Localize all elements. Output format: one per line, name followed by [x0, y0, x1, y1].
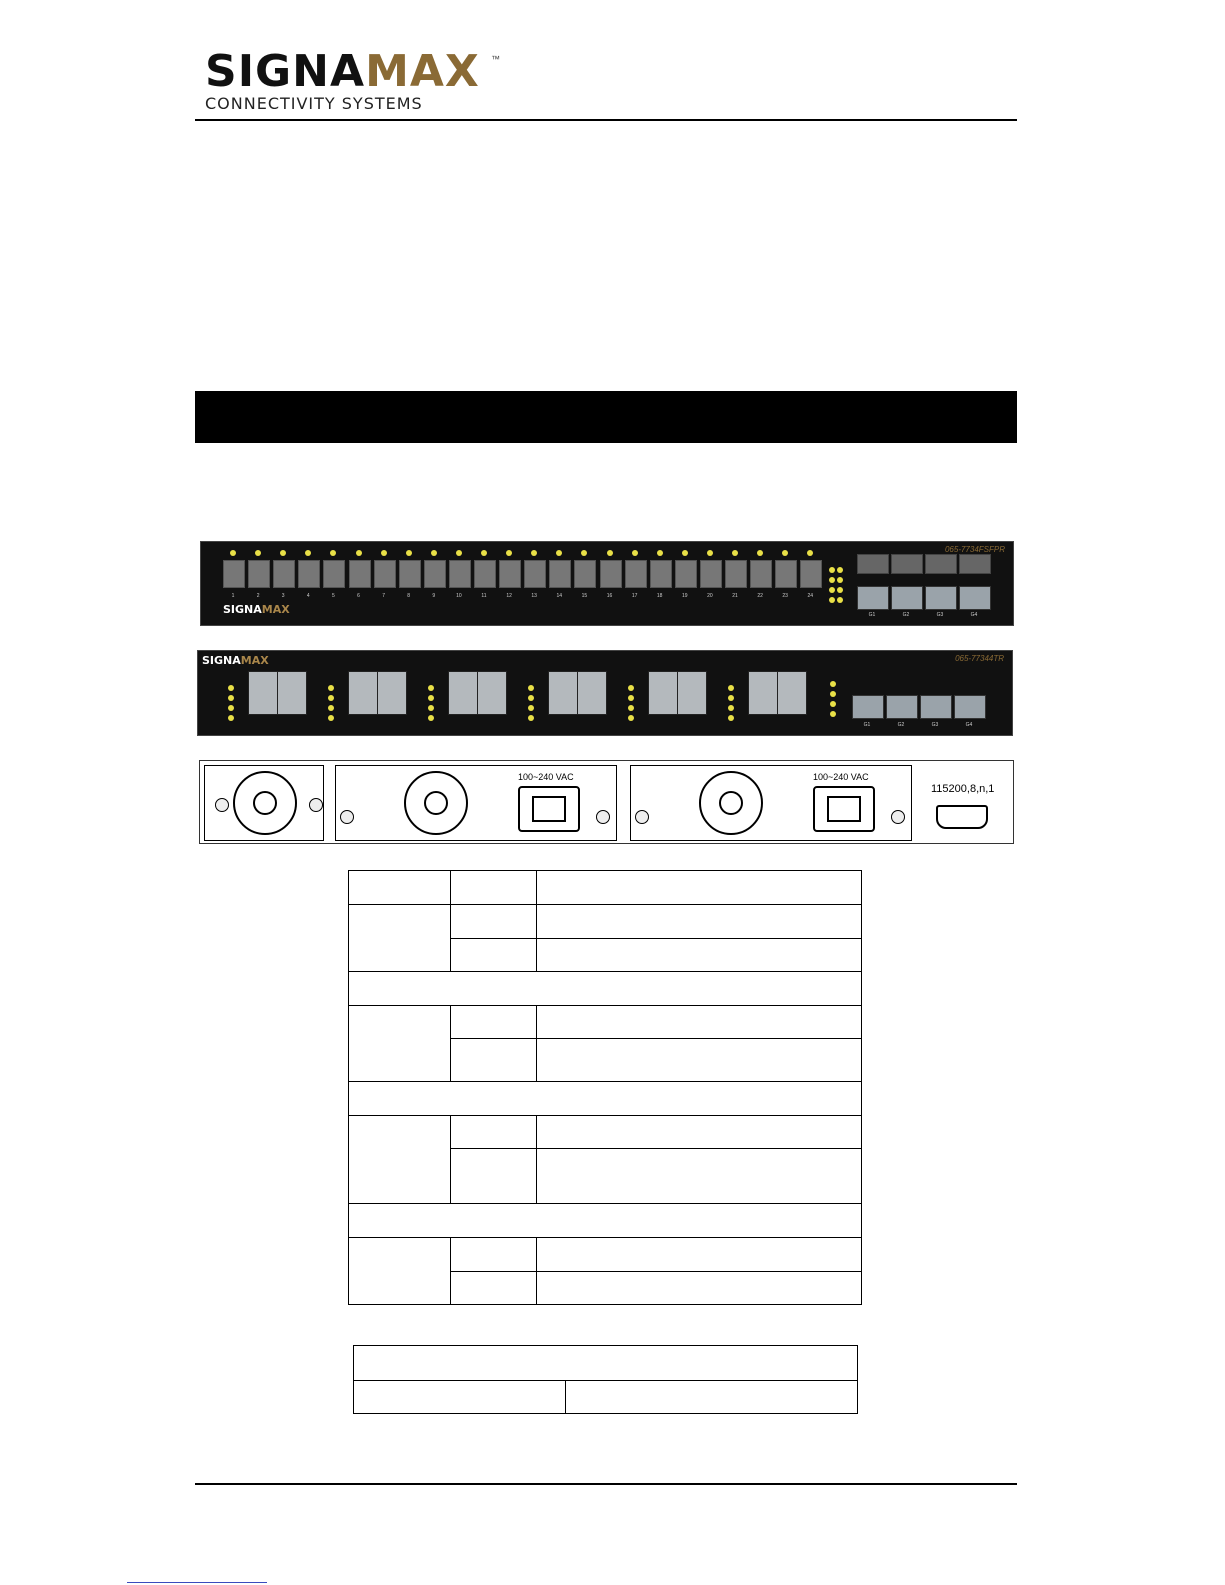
uplink-led: [829, 587, 835, 593]
port-led: [280, 550, 286, 556]
table-section-row: [349, 1082, 862, 1116]
port-number-label: 5: [332, 593, 335, 599]
rj45-port: [548, 671, 578, 715]
port-number-label: 22: [757, 593, 763, 599]
table-cell: [537, 1116, 862, 1149]
port-led: [255, 550, 261, 556]
port-led: [528, 695, 534, 701]
screw-icon: [635, 810, 649, 824]
screw-icon: [891, 810, 905, 824]
uplink-led: [829, 597, 835, 603]
rj45-port: [954, 695, 986, 719]
rj45-port: [577, 671, 607, 715]
port-led: [428, 685, 434, 691]
port-led: [428, 695, 434, 701]
port-led: [428, 715, 434, 721]
port-led: [481, 550, 487, 556]
table-cell: [349, 1116, 451, 1204]
port-number-label: 13: [531, 593, 537, 599]
port-number-label: 20: [707, 593, 713, 599]
sfp-slot: [857, 554, 889, 574]
table-cell: [537, 1039, 862, 1082]
port-led: [728, 715, 734, 721]
panel-logo: SIGNAMAX: [223, 603, 290, 616]
uplink-label: G4: [965, 722, 973, 728]
table-cell: [354, 1381, 566, 1414]
port-led: [328, 685, 334, 691]
table-cell: [349, 1238, 451, 1305]
port-led: [228, 705, 234, 711]
uplink-label: G4: [970, 612, 978, 618]
sfp-port: [625, 560, 647, 588]
uplink-label: G2: [897, 722, 905, 728]
fan-module: [204, 765, 324, 841]
table-cell: [451, 1006, 537, 1039]
screw-icon: [340, 810, 354, 824]
sfp-port: [650, 560, 672, 588]
port-led: [782, 550, 788, 556]
table-section-row: [349, 972, 862, 1006]
port-led: [328, 695, 334, 701]
port-number-label: 7: [382, 593, 385, 599]
sfp-slot: [925, 554, 957, 574]
uplink-led: [830, 701, 836, 707]
table-cell: [451, 939, 537, 972]
rj45-port: [748, 671, 778, 715]
port-number-label: 3: [281, 593, 285, 599]
table-cell: [537, 905, 862, 939]
sfp-port: [675, 560, 697, 588]
port-number-label: 2: [256, 593, 260, 599]
table-header-cell: [354, 1346, 858, 1381]
table-section-row: [349, 1204, 862, 1238]
table-cell: [537, 1006, 862, 1039]
logo-wordmark: SIGNAMAX: [205, 46, 480, 97]
sfp-port: [574, 560, 596, 588]
rj45-port: [348, 671, 378, 715]
trademark-mark: ™: [491, 54, 500, 64]
header-rule: [195, 119, 1017, 121]
sfp-port: [800, 560, 822, 588]
rj45-port: [377, 671, 407, 715]
port-number-label: 19: [682, 593, 688, 599]
port-led: [581, 550, 587, 556]
sfp-port: [273, 560, 295, 588]
uplink-led: [830, 711, 836, 717]
rj45-port: [886, 695, 918, 719]
port-number-label: 17: [631, 593, 638, 599]
table-cell: [451, 1238, 537, 1272]
table-cell: [451, 1272, 537, 1305]
table-cell: [537, 1272, 862, 1305]
port-led: [328, 715, 334, 721]
port-led: [728, 705, 734, 711]
port-led: [305, 550, 311, 556]
sfp-port: [474, 560, 496, 588]
serial-port-icon: [936, 805, 988, 829]
table-cell: [537, 939, 862, 972]
screw-icon: [309, 798, 323, 812]
port-number-label: 11: [481, 593, 487, 599]
port-led: [228, 685, 234, 691]
uplink-led: [837, 587, 843, 593]
table-cell: [537, 871, 862, 905]
port-led: [728, 695, 734, 701]
sfp-port: [399, 560, 421, 588]
port-led: [628, 705, 634, 711]
port-led: [431, 550, 437, 556]
port-led: [230, 550, 236, 556]
port-led: [228, 695, 234, 701]
fan-icon: [404, 771, 468, 835]
footer-rule: [195, 1483, 1017, 1485]
table-cell: [537, 1238, 862, 1272]
port-number-label: 4: [306, 593, 310, 599]
port-led: [356, 550, 362, 556]
sfp-port: [725, 560, 747, 588]
port-number-label: 16: [606, 593, 613, 599]
signamax-logo: [205, 46, 505, 113]
port-led: [728, 685, 734, 691]
sfp-port: [449, 560, 471, 588]
spec-table: [348, 870, 862, 1305]
sfp-port: [349, 560, 371, 588]
rj45-port: [277, 671, 307, 715]
model-number: 065-7734FSFPR: [944, 545, 1005, 554]
voltage-label: 100~240 VAC: [813, 772, 869, 782]
rear-panel: [199, 760, 1014, 844]
port-led: [628, 685, 634, 691]
port-number-label: 15: [581, 593, 588, 599]
sfp-slot: [891, 554, 923, 574]
port-led: [328, 705, 334, 711]
model-number: 065-77344TR: [955, 654, 1004, 663]
console-setting: 115200,8,n,1: [931, 783, 995, 795]
rj45-port: [448, 671, 478, 715]
rj45-port: [648, 671, 678, 715]
port-led: [732, 550, 738, 556]
uplink-led: [837, 567, 843, 573]
rj45-port: [857, 586, 889, 610]
table-cell: [349, 871, 451, 905]
port-number-label: 6: [357, 593, 360, 599]
power-inlet-icon: [518, 786, 580, 832]
port-led: [506, 550, 512, 556]
power-supply-module: [630, 765, 912, 841]
port-led: [807, 550, 813, 556]
port-led: [607, 550, 613, 556]
sfp-port: [524, 560, 546, 588]
table-cell: [451, 871, 537, 905]
port-number-label: 14: [556, 593, 563, 599]
table-cell: [451, 1116, 537, 1149]
rj45-port: [777, 671, 807, 715]
port-led: [528, 715, 534, 721]
port-number-label: 21: [732, 593, 738, 599]
power-inlet-icon: [813, 786, 875, 832]
table-cell: [451, 1039, 537, 1082]
sfp-slot: [959, 554, 991, 574]
uplink-label: G3: [936, 612, 944, 618]
rj45-port: [925, 586, 957, 610]
panel-logo: SIGNAMAX: [202, 654, 269, 667]
rj45-port: [920, 695, 952, 719]
front-panel-rj45: [197, 650, 1013, 736]
rj45-port: [477, 671, 507, 715]
footer-link-underline[interactable]: [127, 1582, 267, 1583]
uplink-led: [837, 577, 843, 583]
rj45-port: [677, 671, 707, 715]
front-panel-sfp: [200, 541, 1014, 626]
sfp-port: [248, 560, 270, 588]
table-cell: [349, 905, 451, 972]
port-number-label: 12: [506, 593, 512, 599]
sfp-port: [750, 560, 772, 588]
uplink-label: G1: [868, 612, 876, 618]
sfp-port: [374, 560, 396, 588]
uplink-label: G3: [931, 722, 939, 728]
port-led: [632, 550, 638, 556]
port-number-label: 1: [231, 593, 235, 599]
port-led: [682, 550, 688, 556]
table-cell: [349, 1006, 451, 1082]
sfp-port: [298, 560, 320, 588]
port-led: [406, 550, 412, 556]
sfp-port: [600, 560, 622, 588]
screw-icon: [215, 798, 229, 812]
port-led: [456, 550, 462, 556]
fan-icon: [233, 771, 297, 835]
port-led: [528, 705, 534, 711]
power-supply-module: [335, 765, 617, 841]
port-led: [531, 550, 537, 556]
sfp-port: [223, 560, 245, 588]
port-number-label: 24: [807, 593, 814, 599]
rj45-port: [891, 586, 923, 610]
port-led: [657, 550, 663, 556]
sfp-port: [549, 560, 571, 588]
port-led: [528, 685, 534, 691]
uplink-led: [830, 691, 836, 697]
table-cell: [451, 1149, 537, 1204]
port-led: [556, 550, 562, 556]
rj45-port: [248, 671, 278, 715]
port-led: [330, 550, 336, 556]
port-led: [757, 550, 763, 556]
sfp-port: [700, 560, 722, 588]
table-cell: [537, 1149, 862, 1204]
table-cell: [451, 905, 537, 939]
port-number-label: 10: [456, 593, 462, 599]
port-led: [228, 715, 234, 721]
sfp-port: [424, 560, 446, 588]
port-led: [628, 695, 634, 701]
uplink-label: G2: [902, 612, 910, 618]
port-number-label: 18: [656, 593, 663, 599]
port-number-label: 8: [407, 593, 411, 599]
logo-tagline: CONNECTIVITY SYSTEMS: [205, 94, 423, 113]
uplink-led: [830, 681, 836, 687]
uplink-led: [829, 577, 835, 583]
fan-icon: [699, 771, 763, 835]
port-number-label: 23: [782, 593, 788, 599]
port-led: [628, 715, 634, 721]
port-number-label: 9: [432, 593, 436, 599]
section-heading-bar: [195, 391, 1017, 443]
voltage-label: 100~240 VAC: [518, 772, 574, 782]
port-led: [428, 705, 434, 711]
sfp-port: [499, 560, 521, 588]
uplink-label: G1: [863, 722, 871, 728]
rj45-port: [852, 695, 884, 719]
sfp-port: [323, 560, 345, 588]
uplink-led: [829, 567, 835, 573]
uplink-led: [837, 597, 843, 603]
rj45-port: [959, 586, 991, 610]
sfp-port: [775, 560, 797, 588]
summary-table: [353, 1345, 858, 1414]
screw-icon: [596, 810, 610, 824]
port-led: [707, 550, 713, 556]
table-cell: [566, 1381, 858, 1414]
port-led: [381, 550, 387, 556]
